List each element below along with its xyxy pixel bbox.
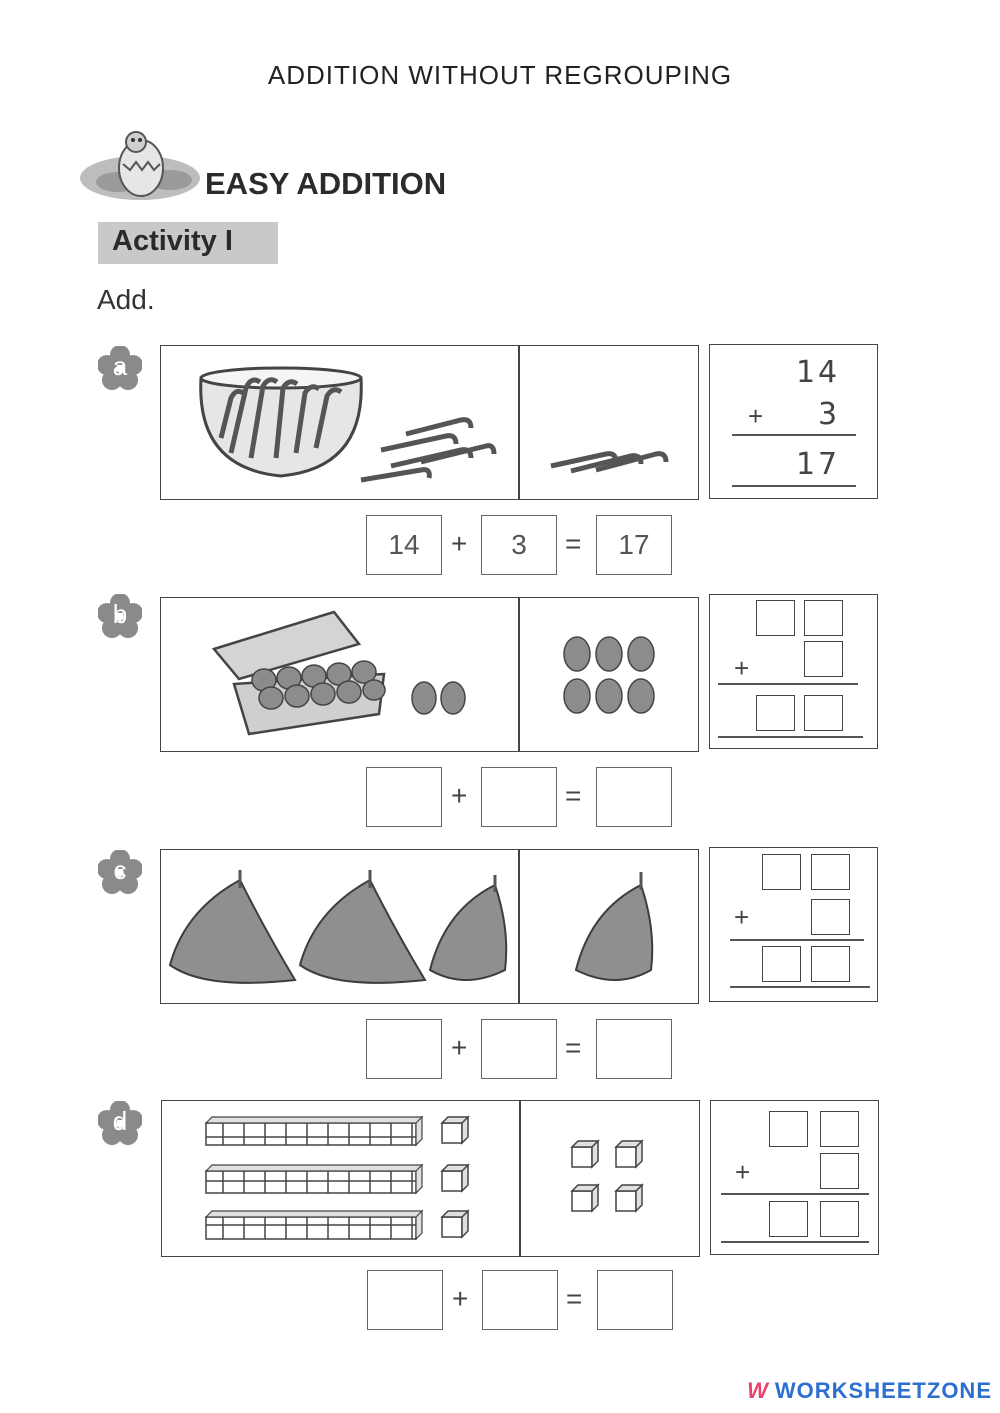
section-heading: EASY ADDITION (205, 166, 447, 201)
candy-canes-icon (546, 426, 686, 476)
addend-ones-box[interactable] (811, 899, 850, 935)
plus-sign: + (734, 653, 750, 683)
tens-digit-box[interactable] (756, 600, 795, 636)
problem-letter: c (113, 855, 127, 885)
worksheetzone-logo (747, 1378, 992, 1404)
mascot-egg-icon (78, 126, 203, 206)
instruction-text: Add. (97, 284, 155, 315)
sum-underline (732, 485, 856, 487)
picture-divider (519, 1101, 521, 1256)
problem-a-badge (98, 346, 142, 390)
problem-b-column-box (709, 594, 878, 749)
problem-letter: a (112, 351, 128, 381)
picture-divider (518, 850, 520, 1003)
ones-digit-box[interactable] (820, 1111, 859, 1147)
answer-box-sum[interactable] (596, 767, 672, 827)
plus-sign: + (748, 401, 764, 431)
answer-box-second[interactable] (482, 1270, 558, 1330)
tens-digit-box[interactable] (762, 854, 801, 890)
problem-letter: d (112, 1106, 128, 1136)
problem-b-badge (98, 594, 142, 638)
sum-line (732, 434, 856, 436)
plus-sign: + (735, 1157, 751, 1187)
answer-box-first[interactable]: 14 (366, 515, 442, 575)
equals-sign: = (565, 780, 582, 811)
equals-sign: = (565, 528, 582, 559)
answer-box-first[interactable] (366, 1019, 442, 1079)
answer-box-second[interactable] (481, 1019, 557, 1079)
addend-ones-box[interactable] (820, 1153, 859, 1189)
sum-tens-digit: 1 (796, 447, 816, 482)
answer-box-sum[interactable]: 17 (596, 515, 672, 575)
plus-sign: + (734, 902, 750, 932)
problem-a-column-box (709, 344, 878, 499)
problem-d-badge (98, 1101, 142, 1145)
sum-ones-digit: 7 (818, 447, 838, 482)
plus-sign: + (452, 1283, 469, 1314)
sum-underline (718, 736, 863, 738)
plus-sign: + (451, 780, 468, 811)
ones-digit-box[interactable] (811, 854, 850, 890)
banana-bunch-icon (571, 870, 681, 995)
eggs-icon (409, 678, 473, 718)
page-title: ADDITION WITHOUT REGROUPING (267, 60, 733, 90)
activity-label: Activity I (112, 225, 233, 257)
problem-d-picture-box (161, 1100, 700, 1257)
eggs-icon (561, 634, 657, 718)
sum-line (721, 1193, 869, 1195)
sum-ones-box[interactable] (804, 695, 843, 731)
answer-box-first[interactable] (366, 767, 442, 827)
sum-tens-box[interactable] (762, 946, 801, 982)
sum-tens-box[interactable] (769, 1201, 808, 1237)
answer-box-second[interactable]: 3 (481, 515, 557, 575)
problem-c-column-box (709, 847, 878, 1002)
candy-cane-bowl-icon (191, 358, 511, 488)
ones-digit: 4 (818, 355, 838, 390)
problem-c-badge (98, 850, 142, 894)
addend-ones-digit: 3 (818, 397, 838, 432)
sum-underline (721, 1241, 869, 1243)
answer-box-second[interactable] (481, 767, 557, 827)
ones-digit-box[interactable] (804, 600, 843, 636)
tens-digit: 1 (796, 355, 816, 390)
sum-ones-box[interactable] (811, 946, 850, 982)
base-ten-blocks-icon (202, 1115, 482, 1245)
plus-sign: + (451, 528, 468, 559)
logo-mark: W (747, 1378, 769, 1403)
answer-box-sum[interactable] (597, 1270, 673, 1330)
sum-line (718, 683, 858, 685)
sum-tens-box[interactable] (756, 695, 795, 731)
sum-ones-box[interactable] (820, 1201, 859, 1237)
egg-carton-icon (209, 604, 394, 744)
sum-underline (730, 986, 870, 988)
picture-divider (518, 346, 520, 499)
answer-box-sum[interactable] (596, 1019, 672, 1079)
addend-ones-box[interactable] (804, 641, 843, 677)
picture-divider (518, 598, 520, 751)
equals-sign: = (566, 1283, 583, 1314)
sum-line (730, 939, 864, 941)
tens-digit-box[interactable] (769, 1111, 808, 1147)
logo-text: WORKSHEETZONE (774, 1378, 992, 1403)
plus-sign: + (451, 1032, 468, 1063)
banana-bunches-icon (165, 870, 515, 995)
unit-cubes-icon (568, 1137, 648, 1217)
answer-box-first[interactable] (367, 1270, 443, 1330)
problem-b-picture-box (160, 597, 699, 752)
equals-sign: = (565, 1032, 582, 1063)
problem-a-picture-box (160, 345, 699, 500)
problem-letter: b (112, 599, 128, 629)
problem-c-picture-box (160, 849, 699, 1004)
problem-d-column-box (710, 1100, 879, 1255)
